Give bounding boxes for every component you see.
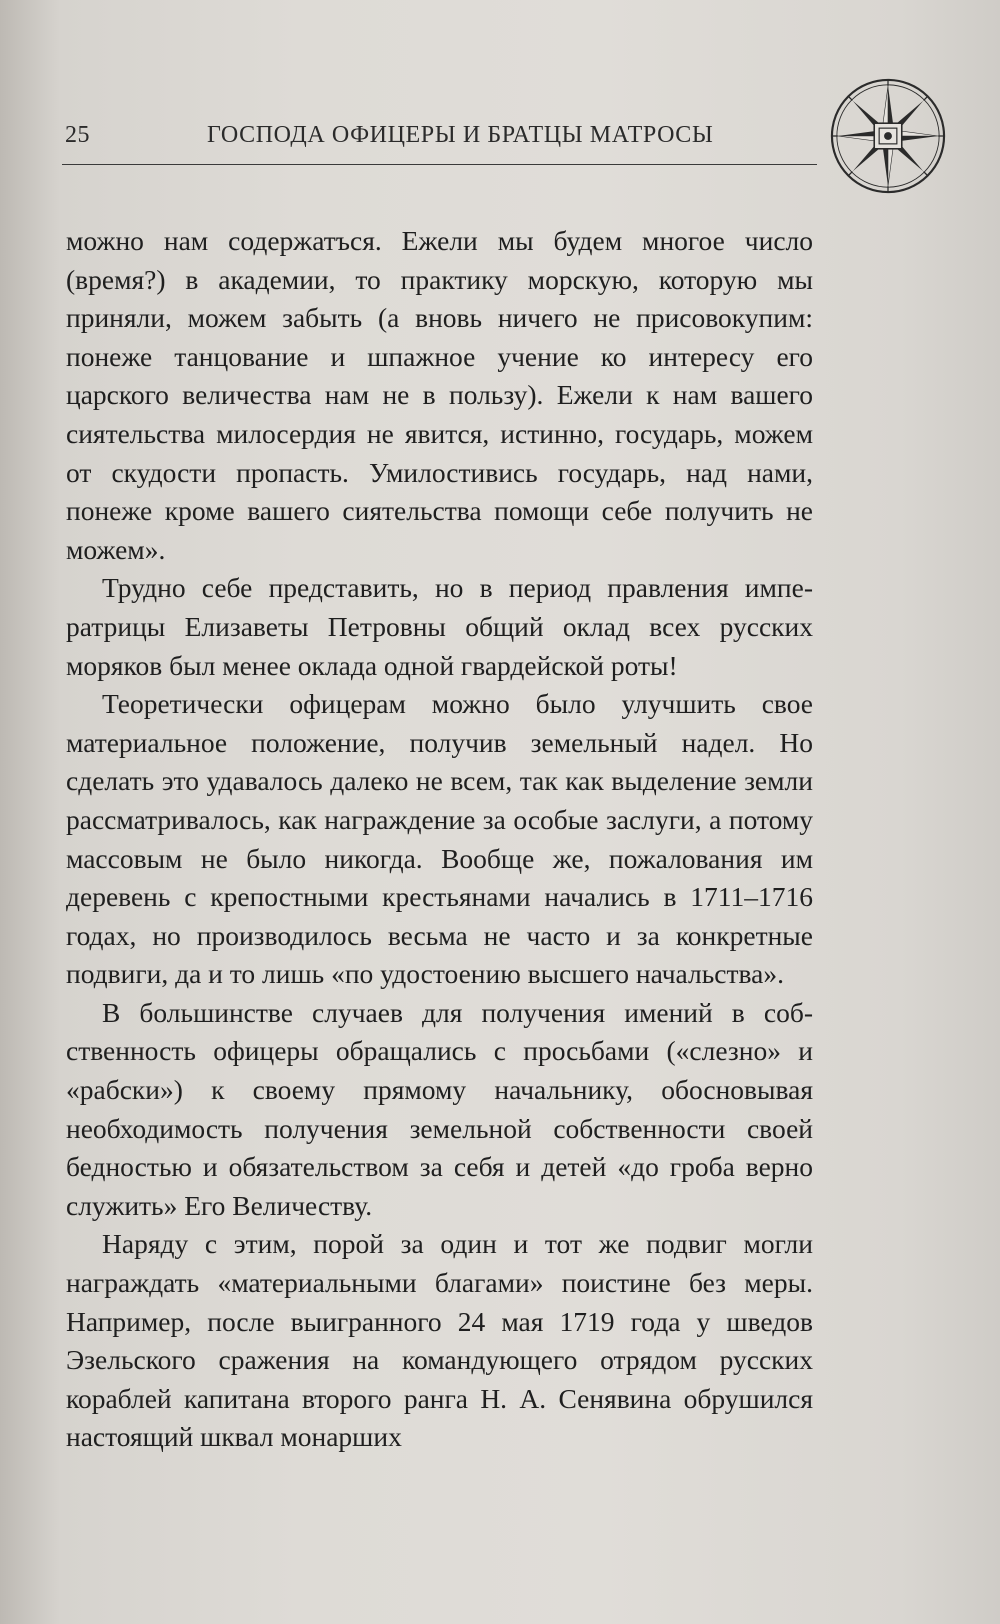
page-number: 25	[65, 122, 90, 148]
paragraph: В большинстве случаев для получения имений в собственность офицеры обращались с просьбами («слезно» и «рабски») к своему прямому начальнику, обосновывая необходимость получения земельной собственности своей бедностью и обязательством за себя и детей «до гроба верно служить» Его Величеству.	[66, 996, 813, 1221]
paragraph: Трудно себе представить, но в период правления императрицы Елизаветы Петровны общий оклад всех русских моряков был менее оклада одной гвардейской роты!	[66, 572, 813, 681]
running-title: ГОСПОДА ОФИЦЕРЫ И БРАТЦЫ МАТРОСЫ	[207, 122, 714, 148]
body-text	[66, 222, 813, 1457]
paragraph: можно нам содержатъся. Ежели мы будем многое число (время?) в академии, то практику морскую, которую мы приняли, можем забыть (а вновь ничего не присовокупим: понеже танцование и шпажное учение ко интересу его царского величества нам не в пользу). Ежели к нам вашего сиятельства милосердия не явится, истинно, государь, можем от скудости пропасть. Умилостивись государь, над нами, понеже кроме вашего сиятельства помощи себе получить не можем».	[66, 225, 813, 565]
running-head	[62, 118, 817, 165]
compass-rose-icon	[829, 77, 947, 195]
paragraph: Теоретически офицерам можно было улучшить свое материальное положение, получив земельный надел. Но сделать это удавалось далеко не всем, так как выделение земли рассматривалось, как награждение за особые заслуги, а потому массовым не было никогда. Вообще же, пожалования им деревень с крепостными крестьянами начались в 1711–1716 годах, но производилось весьма не часто и за конкретные подвиги, да и то лишь «по удостоению высшего начальства».	[66, 688, 813, 990]
paragraph: Наряду с этим, порой за один и тот же подвиг могли награждать «материальными благами» поистине без меры. Например, после выигранного 24 мая 1719 года у шведов Эзельского сражения на командующего отрядом русских кораблей капитана второго ранга Н. А. Сенявина обрушился настоящий шквал монарших	[66, 1228, 813, 1453]
